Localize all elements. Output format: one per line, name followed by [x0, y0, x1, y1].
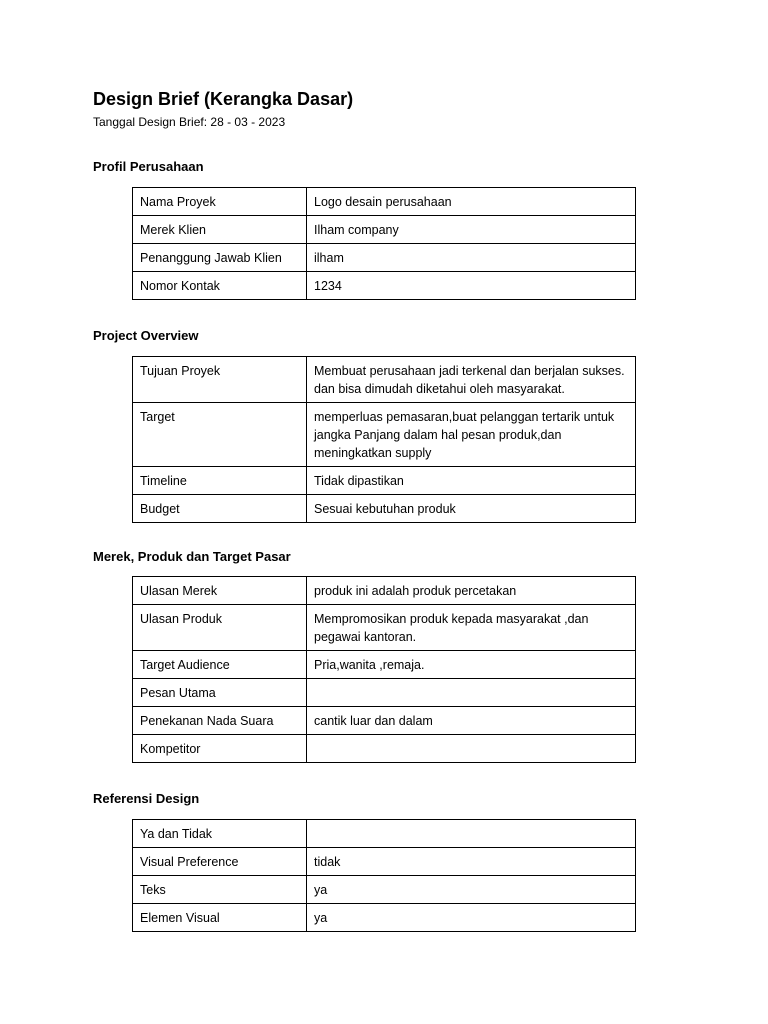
row-value: produk ini adalah produk percetakan [307, 577, 636, 605]
table-row [133, 272, 636, 300]
table-row [133, 216, 636, 244]
table-row [133, 357, 636, 403]
row-value: Pria,wanita ,remaja. [307, 651, 636, 679]
table-row [133, 605, 636, 651]
row-key: Pesan Utama [133, 679, 307, 707]
row-value: ya [307, 876, 636, 904]
table-row [133, 244, 636, 272]
row-value: 1234 [307, 272, 636, 300]
table-row [133, 735, 636, 763]
table-row [133, 679, 636, 707]
row-value: Mempromosikan produk kepada masyarakat ,dan pegawai kantoran. [307, 605, 636, 651]
row-value: Tidak dipastikan [307, 467, 636, 495]
table-project-overview [132, 356, 636, 523]
row-value: ilham [307, 244, 636, 272]
section-title-referensi-design: Referensi Design [93, 791, 200, 806]
brief-date: Tanggal Design Brief: 28 - 03 - 2023 [93, 115, 286, 129]
row-key: Timeline [133, 467, 307, 495]
section-title-profil-perusahaan: Profil Perusahaan [93, 159, 204, 174]
row-key: Elemen Visual [133, 904, 307, 932]
row-key: Ulasan Merek [133, 577, 307, 605]
table-row [133, 876, 636, 904]
row-value [307, 820, 636, 848]
row-key: Nomor Kontak [133, 272, 307, 300]
table-row [133, 495, 636, 523]
row-value: Membuat perusahaan jadi terkenal dan berjalan sukses. dan bisa dimudah diketahui oleh masyarakat. [307, 357, 636, 403]
row-value: Logo desain perusahaan [307, 188, 636, 216]
row-key: Ya dan Tidak [133, 820, 307, 848]
row-value: Sesuai kebutuhan produk [307, 495, 636, 523]
table-referensi-design [132, 819, 636, 932]
row-value: memperluas pemasaran,buat pelanggan tertarik untuk jangka Panjang dalam hal pesan produk,dan meningkatkan supply [307, 403, 636, 467]
section-title-project-overview: Project Overview [93, 328, 199, 343]
table-row [133, 403, 636, 467]
row-key: Ulasan Produk [133, 605, 307, 651]
table-row [133, 904, 636, 932]
row-value: Ilham company [307, 216, 636, 244]
row-key: Nama Proyek [133, 188, 307, 216]
table-row [133, 467, 636, 495]
table-row [133, 848, 636, 876]
row-key: Penekanan Nada Suara [133, 707, 307, 735]
row-value: tidak [307, 848, 636, 876]
section-title-merek-produk: Merek, Produk dan Target Pasar [93, 549, 291, 564]
table-profil-perusahaan [132, 187, 636, 300]
row-key: Kompetitor [133, 735, 307, 763]
table-row [133, 707, 636, 735]
table-row [133, 651, 636, 679]
page-title: Design Brief (Kerangka Dasar) [93, 89, 354, 109]
row-value [307, 679, 636, 707]
row-key: Tujuan Proyek [133, 357, 307, 403]
row-key: Budget [133, 495, 307, 523]
row-value [307, 735, 636, 763]
row-value: cantik luar dan dalam [307, 707, 636, 735]
row-value: ya [307, 904, 636, 932]
row-key: Merek Klien [133, 216, 307, 244]
table-row [133, 188, 636, 216]
document-page [93, 88, 653, 925]
row-key: Target Audience [133, 651, 307, 679]
table-row [133, 577, 636, 605]
row-key: Target [133, 403, 307, 467]
row-key: Visual Preference [133, 848, 307, 876]
row-key: Teks [133, 876, 307, 904]
row-key: Penanggung Jawab Klien [133, 244, 307, 272]
table-merek-produk [132, 576, 636, 763]
table-row [133, 820, 636, 848]
